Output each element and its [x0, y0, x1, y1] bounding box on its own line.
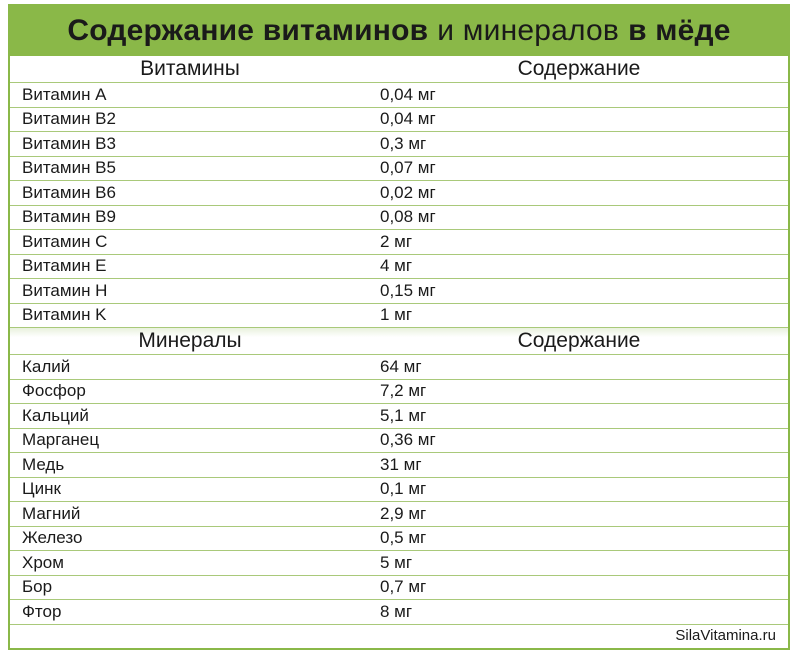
row-value: 0,08 мг [380, 207, 436, 227]
vitamin-list [10, 83, 788, 328]
row-name: Витамин E [22, 256, 107, 276]
row-name: Витамин A [22, 84, 107, 104]
row-value: 31 мг [380, 454, 422, 474]
nutrition-table [8, 4, 790, 650]
row-name: Калий [22, 356, 71, 376]
row-name: Фосфор [22, 381, 86, 401]
minerals-header [10, 328, 788, 355]
row-value: 0,15 мг [380, 280, 436, 300]
table-row [10, 108, 788, 133]
table-row [10, 206, 788, 231]
source-credit: SilaVitamina.ru [675, 627, 776, 644]
table-row [10, 600, 788, 625]
vitamins-header-name: Витамины [140, 57, 240, 80]
title-part-3: в мёде [628, 14, 731, 47]
table-row [10, 527, 788, 552]
mineral-list [10, 355, 788, 625]
row-name: Витамин B5 [22, 158, 116, 178]
row-value: 7,2 мг [380, 381, 427, 401]
minerals-header-name: Минералы [138, 329, 242, 352]
row-value: 1 мг [380, 305, 413, 325]
row-name: Витамин B9 [22, 207, 116, 227]
table-row [10, 429, 788, 454]
page-title [10, 6, 788, 56]
table-row [10, 355, 788, 380]
minerals-header-value: Содержание [517, 329, 641, 352]
table-row [10, 576, 788, 601]
row-value: 2,9 мг [380, 503, 427, 523]
row-value: 4 мг [380, 256, 413, 276]
row-name: Витамин C [22, 231, 108, 251]
row-name: Витамин K [22, 305, 107, 325]
row-value: 64 мг [380, 356, 422, 376]
row-value: 0,04 мг [380, 109, 436, 129]
table-row [10, 551, 788, 576]
table-row [10, 380, 788, 405]
table-row [10, 181, 788, 206]
row-name: Медь [22, 454, 65, 474]
table-row [10, 478, 788, 503]
table-row [10, 502, 788, 527]
row-value: 5 мг [380, 552, 413, 572]
row-value: 2 мг [380, 231, 413, 251]
row-value: 0,36 мг [380, 430, 436, 450]
table-row [10, 230, 788, 255]
table-row [10, 132, 788, 157]
row-value: 0,1 мг [380, 479, 427, 499]
title-part-1: Содержание витаминов [67, 14, 429, 47]
row-name: Витамин H [22, 280, 108, 300]
row-value: 0,5 мг [380, 528, 427, 548]
row-name: Цинк [22, 479, 61, 499]
table-row [10, 279, 788, 304]
row-name: Фтор [22, 601, 62, 621]
row-name: Бор [22, 577, 53, 597]
row-name: Железо [22, 528, 83, 548]
row-value: 5,1 мг [380, 405, 427, 425]
table-row [10, 453, 788, 478]
row-value: 0,3 мг [380, 133, 427, 153]
title-part-2: и минералов [437, 14, 620, 47]
row-value: 0,02 мг [380, 182, 436, 202]
row-name: Марганец [22, 430, 100, 450]
vitamins-header-value: Содержание [517, 57, 641, 80]
table-row [10, 157, 788, 182]
row-value: 0,7 мг [380, 577, 427, 597]
row-name: Хром [22, 552, 64, 572]
row-value: 0,04 мг [380, 84, 436, 104]
row-name: Кальций [22, 405, 89, 425]
table-row [10, 83, 788, 108]
row-name: Витамин B2 [22, 109, 116, 129]
row-value: 0,07 мг [380, 158, 436, 178]
row-name: Витамин B6 [22, 182, 116, 202]
table-row [10, 404, 788, 429]
vitamins-header [10, 56, 788, 83]
row-value: 8 мг [380, 601, 413, 621]
row-name: Магний [22, 503, 81, 523]
table-row [10, 304, 788, 329]
row-name: Витамин B3 [22, 133, 116, 153]
table-row [10, 255, 788, 280]
